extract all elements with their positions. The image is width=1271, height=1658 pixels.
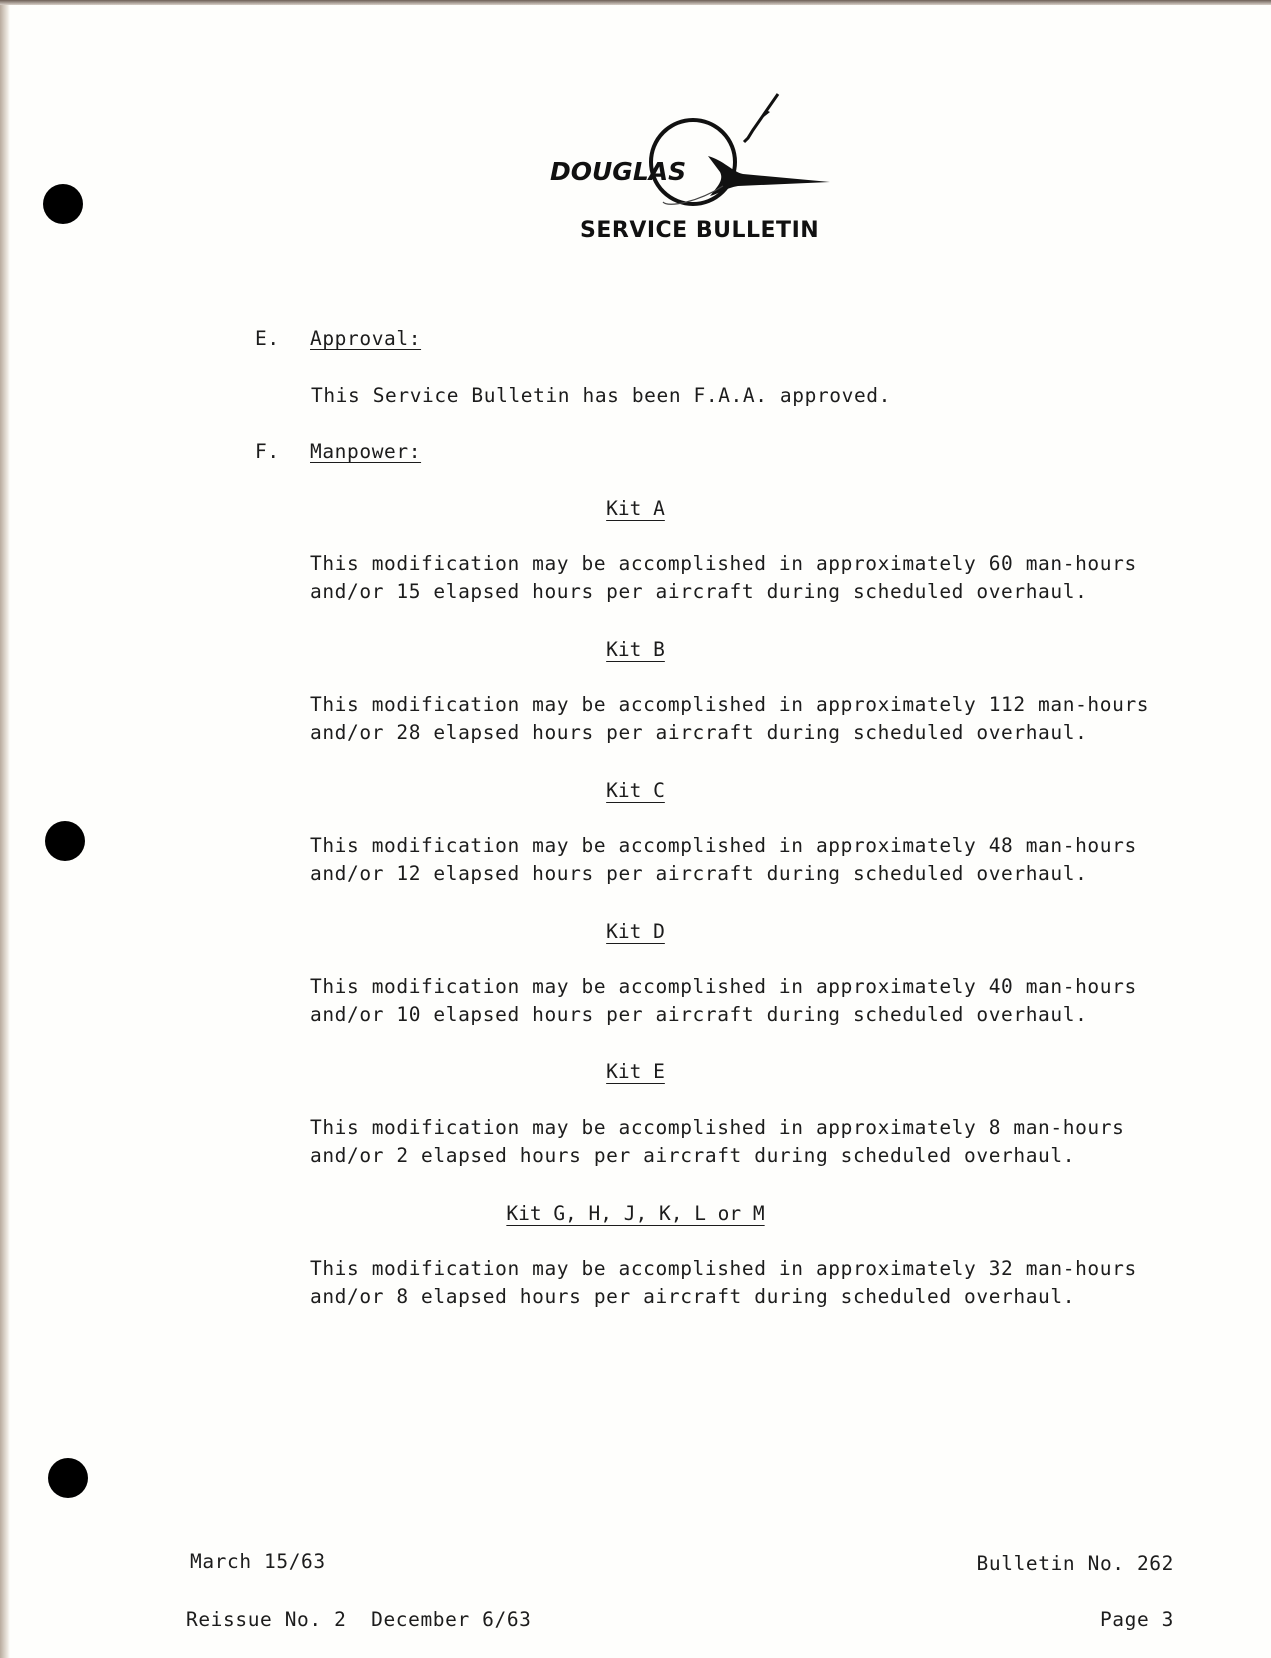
kit-label: Kit G, H, J, K, L or M <box>506 1202 765 1225</box>
service-bulletin-title: SERVICE BULLETIN <box>580 218 820 243</box>
kit-label: Kit C <box>606 779 665 802</box>
kit-c-line2: and/or 12 elapsed hours per aircraft during scheduled overhaul. <box>310 862 1088 885</box>
footer-reissue: Reissue No. 2 December 6/63 <box>186 1608 532 1631</box>
kit-e-line1: This modification may be accomplished in approximately 8 man-hours <box>310 1116 1125 1139</box>
kit-c-heading <box>0 779 1271 802</box>
kit-a-heading <box>0 497 1271 520</box>
kit-c-line1: This modification may be accomplished in approximately 48 man-hours <box>310 834 1137 857</box>
kit-label: Kit B <box>606 638 665 661</box>
kit-b-heading <box>0 638 1271 661</box>
section-f-letter: F. <box>255 440 280 463</box>
footer-bulletin-number: Bulletin No. 262 <box>976 1552 1174 1575</box>
section-e-letter: E. <box>255 327 280 350</box>
paper-top-edge <box>0 0 1271 5</box>
footer-page-number: Page 3 <box>1099 1608 1174 1631</box>
punch-hole-bottom <box>48 1458 88 1498</box>
section-e-body: This Service Bulletin has been F.A.A. approved. <box>311 384 891 407</box>
kit-d-heading <box>0 920 1271 943</box>
kit-e-line2: and/or 2 elapsed hours per aircraft during scheduled overhaul. <box>310 1144 1076 1167</box>
kit-label: Kit E <box>606 1060 665 1083</box>
kit-label: Kit D <box>606 920 665 943</box>
kit-a-line2: and/or 15 elapsed hours per aircraft during scheduled overhaul. <box>310 580 1088 603</box>
kit-b-line2: and/or 28 elapsed hours per aircraft during scheduled overhaul. <box>310 721 1088 744</box>
douglas-logo <box>548 90 838 210</box>
douglas-wordmark: DOUGLAS <box>550 157 687 186</box>
kit-g-m-heading <box>0 1202 1271 1225</box>
kit-g-m-line2: and/or 8 elapsed hours per aircraft during scheduled overhaul. <box>310 1285 1076 1308</box>
punch-hole-top <box>43 184 83 224</box>
kit-b-line1: This modification may be accomplished in approximately 112 man-hours <box>310 693 1150 716</box>
footer-date: March 15/63 <box>190 1550 326 1573</box>
kit-d-line1: This modification may be accomplished in approximately 40 man-hours <box>310 975 1137 998</box>
douglas-rocket-globe-icon <box>548 90 838 210</box>
section-f-heading: Manpower: <box>310 440 422 463</box>
kit-e-heading <box>0 1060 1271 1083</box>
punch-hole-middle <box>45 821 85 861</box>
kit-d-line2: and/or 10 elapsed hours per aircraft during scheduled overhaul. <box>310 1003 1088 1026</box>
kit-a-line1: This modification may be accomplished in approximately 60 man-hours <box>310 552 1137 575</box>
section-e-heading: Approval: <box>310 327 422 350</box>
kit-g-m-line1: This modification may be accomplished in approximately 32 man-hours <box>310 1257 1137 1280</box>
paper-edge-shadow <box>0 0 10 1658</box>
kit-label: Kit A <box>606 497 665 520</box>
